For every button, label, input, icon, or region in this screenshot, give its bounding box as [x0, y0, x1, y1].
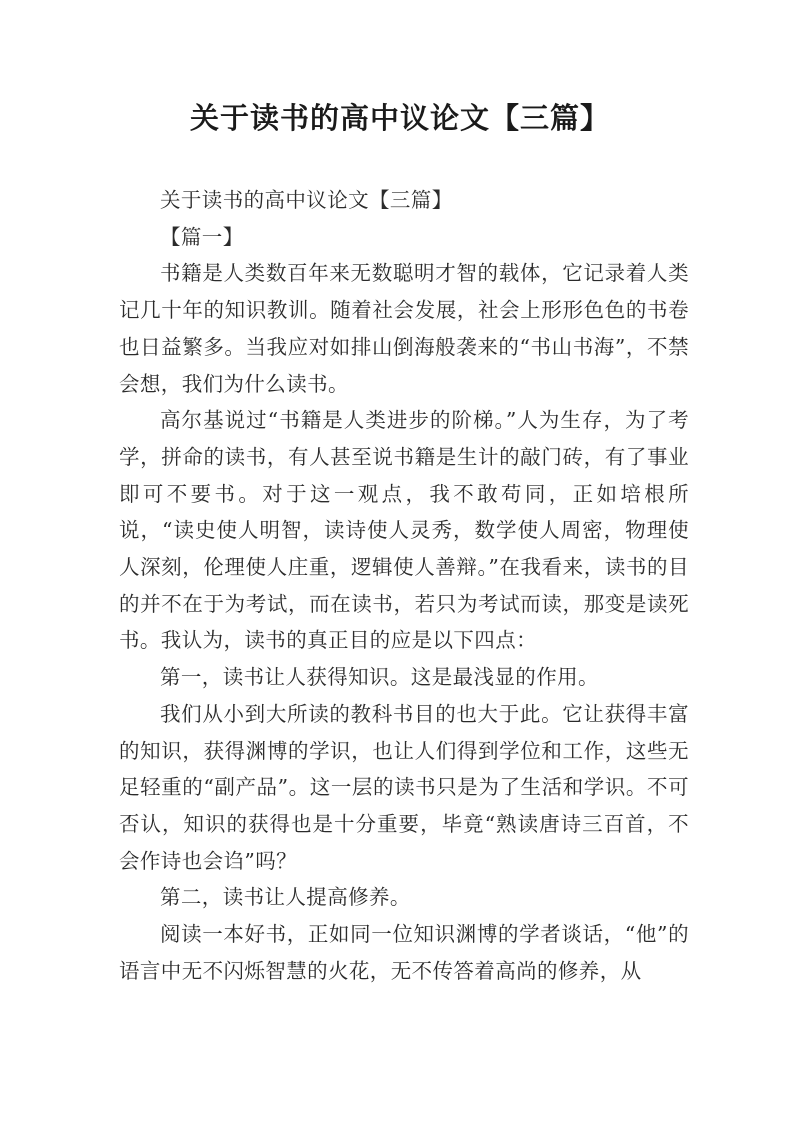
- body-paragraph: 第一，读书让人获得知识。这是最浅显的作用。: [160, 665, 599, 690]
- document-body: [119, 182, 689, 989]
- body-paragraph: 我们从小到大所读的教科书目的也大于此。它让获得丰富的知识，获得渊博的学识，也让人们得到学位和工作，这些无足轻重的“副产品”。这一层的读书只是为了生活和学识。不可否认，知识的获得也是十分重要，毕竟“熟读唐诗三百首，不会作诗也会诌”吗？: [119, 701, 689, 873]
- body-paragraph: 阅读一本好书，正如同一位知识渊博的学者谈话，“他”的语言中无不闪烁智慧的火花，无不传答着高尚的修养，从: [119, 922, 689, 983]
- document-title: 关于读书的高中议论文【三篇】: [189, 101, 610, 135]
- body-paragraph: 高尔基说过“书籍是人类进步的阶梯。”人为生存，为了考学，拼命的读书，有人甚至说书籍是生计的敲门砖，有了事业即可不要书。对于这一观点，我不敢苟同，正如培根所说，“读史使人明智，读诗使人灵秀，数学使人周密，物理使人深刻，伦理使人庄重，逻辑使人善辩。”在我看来，读书的目的并不在于为考试，而在读书，若只为考试而读，那变是读死书。我认为，读书的真正目的应是以下四点：: [119, 408, 689, 653]
- body-paragraph: 第二，读书让人提高修养。: [160, 885, 411, 910]
- section-heading: 【篇一】: [160, 224, 244, 249]
- subtitle-paragraph: 关于读书的高中议论文【三篇】: [160, 188, 453, 212]
- body-paragraph: 书籍是人类数百年来无数聪明才智的载体，它记录着人类记几十年的知识教训。随着社会发展，社会上形形色色的书卷也日益繁多。当我应对如排山倒海般袭来的“书山书海”，不禁会想，我们为什么读书。: [119, 261, 689, 396]
